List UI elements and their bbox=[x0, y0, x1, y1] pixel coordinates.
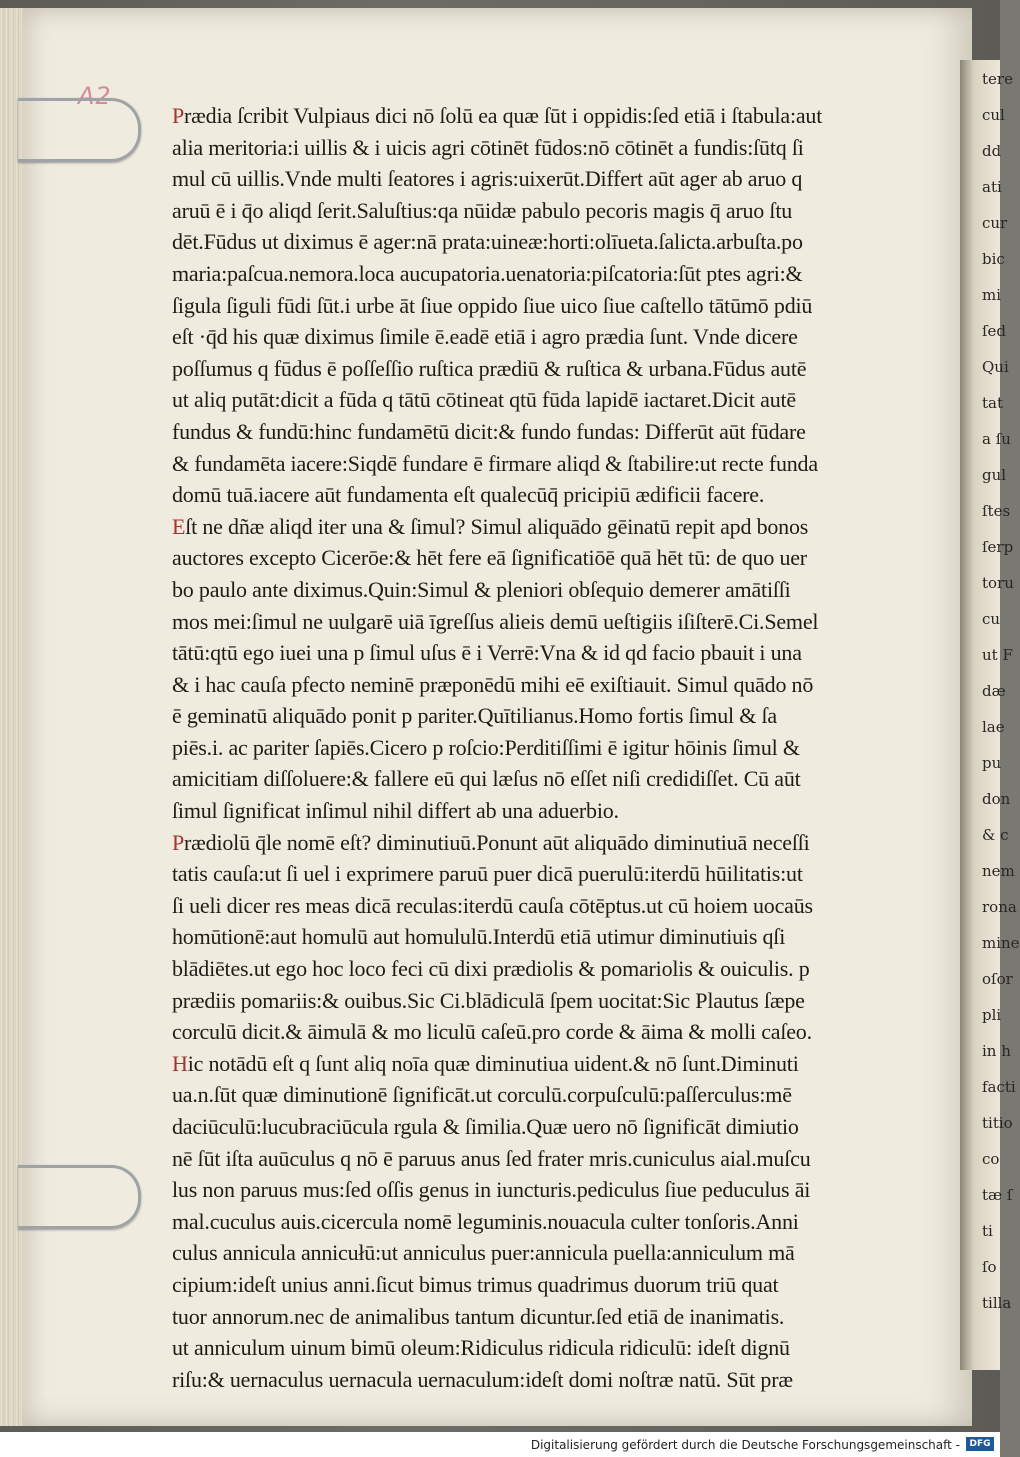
page-text-block bbox=[172, 100, 947, 1395]
text-line bbox=[172, 195, 947, 227]
text-line bbox=[172, 258, 947, 290]
facing-page-text: oſor bbox=[982, 970, 1013, 988]
text-line bbox=[172, 1111, 947, 1143]
line-text: mul cū uillis.Vnde multi ſeatores i agris:uixerūt.Differt aūt ager ab aruo q bbox=[172, 166, 803, 192]
text-line bbox=[172, 953, 947, 985]
facing-page-text: toru bbox=[982, 574, 1014, 592]
line-text: cipium:ideſt unius anni.ſicut bimus trimus quadrimus duorum triū quat bbox=[172, 1271, 779, 1297]
line-text: daciūculū:lucubraciūcula rgula & ſimilia.Quæ uero nō ſignificāt dimiutio bbox=[172, 1114, 799, 1139]
line-text: corculū dicit.& āimulā & mo liculū caſeū.pro corde & āima & molli caſeo. bbox=[172, 1019, 812, 1045]
text-line bbox=[172, 890, 947, 922]
line-text: tatis cauſa:ut ſi uel i exprimere paruū puer dicā puerulū:iterdū hūilitatis:ut bbox=[172, 861, 803, 887]
text-line bbox=[172, 827, 947, 859]
line-text: poſſumus q fūdus ē poſſeſſio ruſtica prædiū & ruſtica & urbana.Fūdus autē bbox=[172, 355, 807, 381]
paper-clip-top bbox=[18, 98, 141, 162]
facing-page-text: tere bbox=[982, 70, 1013, 88]
line-text: alia meritoria:i uillis & i uicis agri cōtinēt fūdos:nō cōtinēt a fundis:ſūtq ſi bbox=[172, 134, 804, 160]
line-text: prædiis pomariis:& ouibus.Sic Ci.blādiculā ſpem uocitat:Sic Plautus ſæpe bbox=[172, 987, 805, 1013]
line-text: mos mei:ſimul ne uulgarē uiā īgreſſus alieis demū ueſtigiis iſiſterē.Ci.Semel bbox=[172, 608, 819, 634]
text-line bbox=[172, 921, 947, 953]
text-line bbox=[172, 1174, 947, 1206]
line-text: tuor annorum.nec de animalibus tantum dicuntur.ſed etiā de inanimatis. bbox=[172, 1303, 785, 1329]
facing-page-text: lae bbox=[982, 718, 1005, 736]
facing-page-text: cur bbox=[982, 214, 1008, 232]
line-text: mal.cuculus auis.cicercula nomē leguminis.nouacula culter tonſoris.Anni bbox=[172, 1208, 799, 1234]
text-line bbox=[172, 700, 947, 732]
text-line bbox=[172, 132, 947, 164]
text-line bbox=[172, 1079, 947, 1111]
text-line bbox=[172, 100, 947, 132]
line-text: ſigula ſiguli fūdi ſūt.i urbe āt ſiue oppido ſiue uico ſiue caſtello tātūmō pdiū bbox=[172, 292, 813, 318]
text-line bbox=[172, 448, 947, 480]
facing-page-text: tilla bbox=[982, 1294, 1012, 1312]
line-text: lus non paruus mus:ſed oſſis genus in iuncturis.pediculus ſiue peduculus āi bbox=[172, 1177, 811, 1203]
line-text: aruū ē i q̄o aliqd ſerit.Saluſtius:qa nūidæ pabulo pecoris magis q̄ aruo ſtu bbox=[172, 197, 793, 223]
text-line bbox=[172, 163, 947, 195]
facing-page-text: cul bbox=[982, 106, 1005, 124]
facing-page-text: pli bbox=[982, 1006, 1002, 1024]
text-line bbox=[172, 606, 947, 638]
facing-page-text: dd bbox=[982, 142, 1002, 160]
facing-page-text: ti bbox=[982, 1222, 993, 1240]
facing-page-text: tæ ſ bbox=[982, 1186, 1013, 1204]
line-text: auctores excepto Cicerōe:& hēt fere eā ſignificatiōē quā hēt tū: de quo uer bbox=[172, 545, 807, 571]
footer-credit: Digitalisierung gefördert durch die Deutsche Forschungsgemeinschaft - bbox=[530, 1438, 960, 1452]
line-text: ſt ne dñæ aliqd iter una & ſimul? Simul aliquādo gēinatū repit apd bonos bbox=[185, 513, 809, 539]
facing-page-text: Qui bbox=[982, 358, 1009, 376]
text-line bbox=[172, 511, 947, 543]
facing-page-text: tat bbox=[982, 394, 1003, 412]
footer-bar bbox=[0, 1432, 1000, 1457]
facing-page-text: mi bbox=[982, 286, 1002, 304]
text-line bbox=[172, 1237, 947, 1269]
line-text: bo paulo ante diximus.Quin:Simul & pleniori obſequio demerer amātiſſi bbox=[172, 576, 791, 602]
facing-page-text: ati bbox=[982, 178, 1002, 196]
line-text: & fundamēta iacere:Siqdē fundare ē firmare aliqd & ſtabilire:ut recte funda bbox=[172, 450, 818, 476]
facing-page-text: ſo bbox=[982, 1258, 997, 1276]
facing-page-text: gul bbox=[982, 466, 1007, 484]
facing-page-text: ſtes bbox=[982, 502, 1011, 520]
line-text: homūtionē:aut homulū aut homululū.Interdū etiā utimur diminutiuis qſi bbox=[172, 924, 786, 950]
text-line bbox=[172, 1048, 947, 1080]
line-text: dēt.Fūdus ut diximus ē ager:nā prata:uineæ:horti:olīueta.ſalicta.arbuſta.po bbox=[172, 229, 803, 255]
facing-page-text: nem bbox=[982, 862, 1015, 880]
text-line bbox=[172, 1206, 947, 1238]
text-line bbox=[172, 732, 947, 764]
facing-page-text: pu bbox=[982, 754, 1002, 772]
line-text: & i hac cauſa pfecto neminē præponēdū mihi eē exiſtiauit. Simul quādo nō bbox=[172, 671, 814, 697]
facing-page-text: titio bbox=[982, 1114, 1013, 1132]
line-text: eſt ·q̄d his quæ diximus ſimile ē.eadē etiā i agro prædia ſunt. Vnde dicere bbox=[172, 324, 798, 350]
line-text: ic notādū eſt q ſunt aliq noīa quæ diminutiua uident.& nō ſunt.Diminuti bbox=[187, 1050, 799, 1076]
text-line bbox=[172, 226, 947, 258]
facing-page-text: co bbox=[982, 1150, 1000, 1168]
text-line bbox=[172, 290, 947, 322]
facing-page-fragment bbox=[960, 60, 1020, 1370]
line-text: ut aliq putāt:dicit a fūda q tātū cōtineat qtū fūda lapidē iactaret.Dicit autē bbox=[172, 387, 796, 413]
facing-page-text: ſerp bbox=[982, 538, 1014, 556]
text-line bbox=[172, 1301, 947, 1333]
text-line bbox=[172, 985, 947, 1017]
line-text: ē geminatū aliquādo ponit p pariter.Quītilianus.Homo fortis ſimul & ſa bbox=[172, 703, 777, 729]
paper-clip-bottom bbox=[18, 1165, 141, 1229]
text-line bbox=[172, 1332, 947, 1364]
rubricated-initial: E bbox=[172, 513, 186, 539]
text-line bbox=[172, 416, 947, 448]
line-text: ſi ueli dicer res meas dicā reculas:iterdū cauſa cōtēptus.ut cū hoiem uocaūs bbox=[172, 892, 813, 918]
rubricated-initial: P bbox=[172, 103, 185, 128]
text-line bbox=[172, 669, 947, 701]
facing-page-text: in h bbox=[982, 1042, 1011, 1060]
line-text: culus annicula annicułū:ut anniculus puer:annicula puella:anniculum mā bbox=[172, 1240, 795, 1266]
text-line bbox=[172, 763, 947, 795]
facing-page-text: bic bbox=[982, 250, 1005, 268]
text-line bbox=[172, 1269, 947, 1301]
text-line bbox=[172, 542, 947, 574]
line-text: ſimul ſignificat inſimul nihil differt ab una aduerbio. bbox=[172, 798, 619, 824]
rubricated-initial: H bbox=[172, 1050, 188, 1076]
facing-page-text: cu bbox=[982, 610, 1001, 628]
text-line bbox=[172, 795, 947, 827]
line-text: ut anniculum uinum bimū oleum:Ridiculus ridicula ridiculū: ideſt dignū bbox=[172, 1335, 790, 1361]
line-text: riſu:& uernaculus uernacula uernaculum:ideſt domi noſtræ natū. Sūt præ bbox=[172, 1366, 793, 1392]
facing-page-text: a ſu bbox=[982, 430, 1011, 448]
line-text: rædiolū q̄le nomē eſt? diminutiuū.Ponunt aūt aliquādo diminutiuā neceſſi bbox=[184, 829, 810, 855]
facing-page-text: facti bbox=[982, 1078, 1016, 1096]
facing-page-text: ſed bbox=[982, 322, 1007, 340]
text-line bbox=[172, 479, 947, 511]
text-line bbox=[172, 858, 947, 890]
facing-page-text: & c bbox=[982, 826, 1009, 844]
line-text: tātū:qtū ego iuei una p ſimul uſus ē i Verrē:Vna & id qd facio pbauit i una bbox=[172, 640, 802, 666]
facing-page-text: dæ bbox=[982, 682, 1006, 700]
line-text: amicitiam diſſoluere:& fallere eū qui læſus nō eſſet niſi credidiſſet. Cū aūt bbox=[172, 766, 801, 792]
facing-page-text: rona bbox=[982, 898, 1017, 916]
dfg-logo: DFG bbox=[966, 1437, 994, 1451]
line-text: fundus & fundū:hinc fundamētū dicit:& fundo fundas: Differūt aūt fūdare bbox=[172, 418, 806, 444]
rubricated-initial: P bbox=[172, 829, 185, 855]
text-line bbox=[172, 637, 947, 669]
text-line bbox=[172, 321, 947, 353]
line-text: ua.n.ſūt quæ diminutionē ſignificāt.ut corculū.corpuſculū:paſſerculus:mē bbox=[172, 1082, 792, 1108]
line-text: blādiētes.ut ego hoc loco feci cū dixi prædiolis & pomariolis & ouiculis. p bbox=[172, 956, 810, 982]
line-text: rædia ſcribit Vulpiaus dici nō ſolū ea quæ ſūt i oppidis:ſed etiā i ſtabula:aut bbox=[184, 103, 823, 128]
text-line bbox=[172, 1143, 947, 1175]
pencil-folio-mark: A2 bbox=[78, 82, 112, 110]
text-line bbox=[172, 353, 947, 385]
line-text: piēs.i. ac pariter ſapiēs.Cicero p roſcio:Perditiſſimi ē igitur hōinis ſimul & bbox=[172, 734, 800, 760]
facing-page-text: don bbox=[982, 790, 1011, 808]
text-line bbox=[172, 384, 947, 416]
facing-page-text: ut F bbox=[982, 646, 1013, 664]
text-line bbox=[172, 1364, 947, 1396]
line-text: nē ſūt iſta auūculus q nō ē paruus anus ſed frater mris.cuniculus aial.muſcu bbox=[172, 1145, 811, 1171]
facing-page-text: mine bbox=[982, 934, 1020, 952]
line-text: domū tuā.iacere aūt fundamenta eſt qualecūq̄ pricipiū ædificii facere. bbox=[172, 482, 765, 508]
line-text: maria:paſcua.nemora.loca aucupatoria.uenatoria:piſcatoria:ſūt ptes agri:& bbox=[172, 260, 803, 286]
text-line bbox=[172, 574, 947, 606]
text-line bbox=[172, 1016, 947, 1048]
